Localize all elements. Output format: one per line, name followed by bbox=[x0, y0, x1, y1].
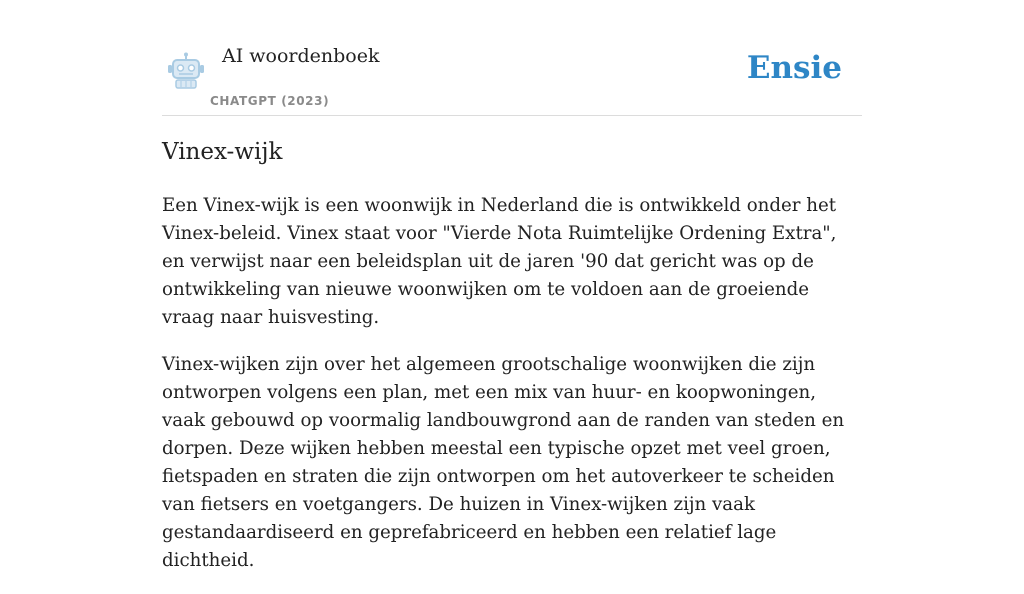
entry-body bbox=[162, 192, 864, 594]
entry-paragraph: Vinex-wijken zijn over het algemeen grootschalige woonwijken die zijn ontworpen volgens een plan, met een mix van huur- en koopwoningen, vaak gebouwd op voormalig landbouwgrond aan de randen van steden en dorpen. Deze wijken hebben meestal een typische opzet met veel groen, fietspaden en straten die zijn ontworpen om het autoverkeer te scheiden van fietsers en voetgangers. De huizen in Vinex-wijken zijn vaak gestandaardiseerd en geprefabriceerd en hebben een relatief lage dichtheid. bbox=[162, 354, 845, 571]
source-header bbox=[162, 0, 862, 116]
robot-icon bbox=[166, 52, 206, 90]
brand-logo[interactable]: Ensie bbox=[746, 50, 842, 86]
source-subtitle: CHATGPT (2023) bbox=[210, 94, 330, 108]
entry-container bbox=[162, 0, 862, 571]
source-title[interactable]: AI woordenboek bbox=[222, 45, 380, 67]
entry-paragraph: Een Vinex-wijk is een woonwijk in Nederland die is ontwikkeld onder het Vinex-beleid. Vinex staat voor "Vierde Nota Ruimtelijke Ordening Extra", en verwijst naar een beleidsplan uit de jaren '90 dat gericht was op de ontwikkeling van nieuwe woonwijken om te voldoen aan de groeiende vraag naar huisvesting. bbox=[162, 195, 837, 328]
entry-term: Vinex-wijk bbox=[162, 139, 283, 165]
